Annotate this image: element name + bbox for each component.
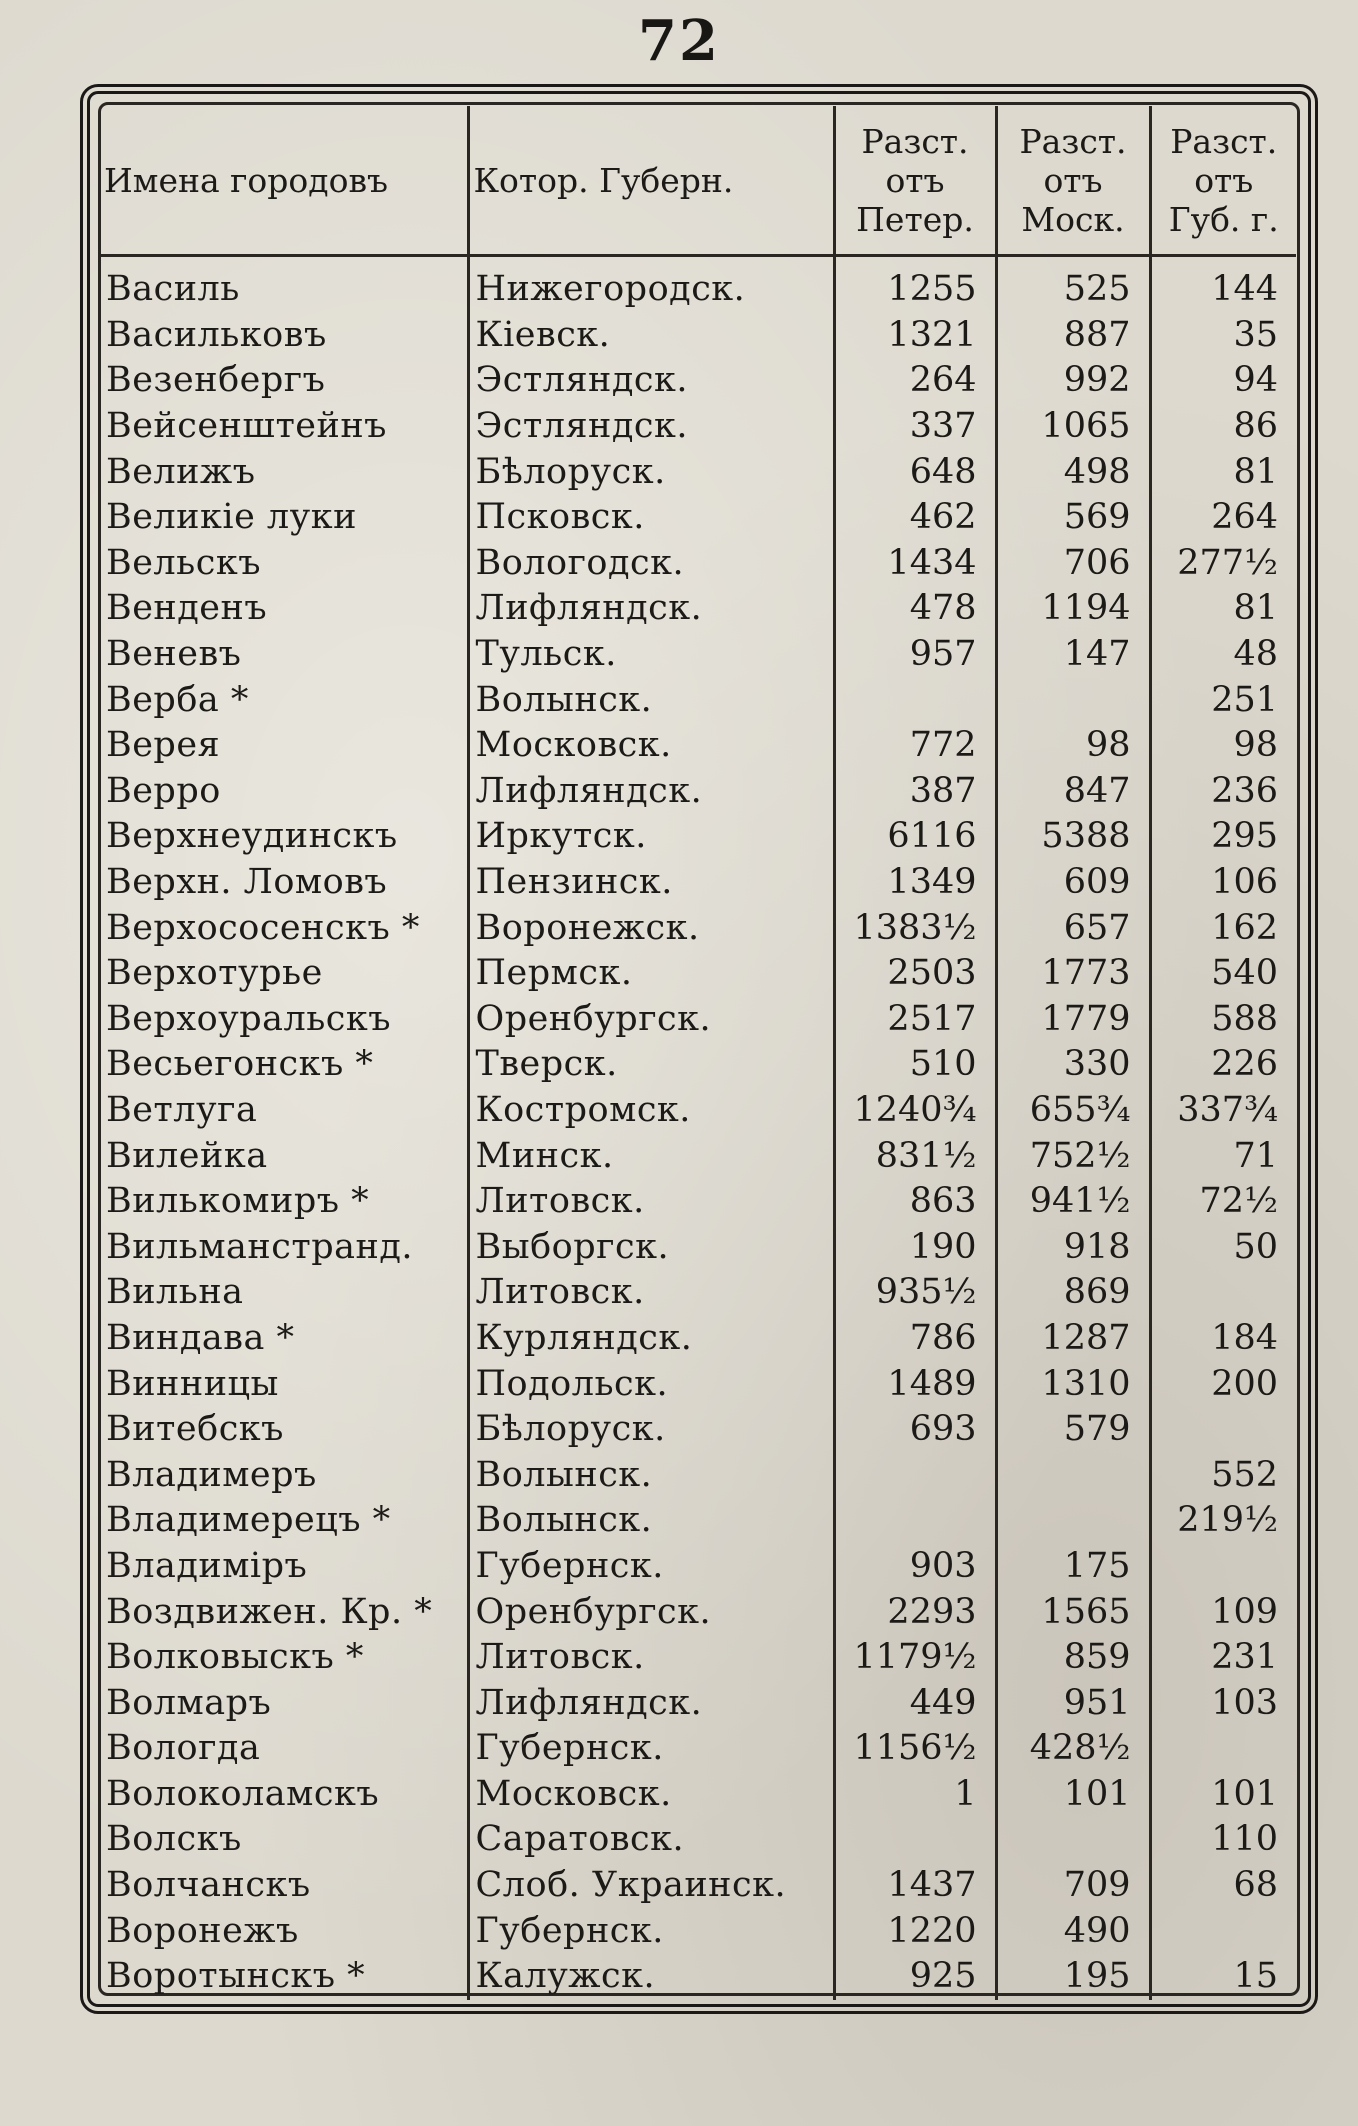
dist-moscow-cell: 1779 (996, 997, 1150, 1043)
city-cell: Волчанскъ (106, 1865, 311, 1906)
dist-spb-cell: 1 (834, 1772, 996, 1818)
dist-moscow-cell: 1065 (996, 404, 1150, 450)
dist-spb-cell: 6116 (834, 814, 996, 860)
dist-spb-cell (834, 677, 996, 723)
table-row (100, 1452, 1296, 1498)
city-cell: Вейсенштейнъ (106, 406, 387, 447)
dist-moscow-cell (996, 1817, 1150, 1863)
dist-moscow-cell: 330 (996, 1042, 1150, 1088)
dist-spb-cell: 1179½ (834, 1635, 996, 1681)
header-province: Котор. Губерн. (468, 106, 834, 256)
table-row (100, 723, 1296, 769)
province-cell: Литовск. (468, 1179, 834, 1225)
dist-capital-cell: 200 (1150, 1361, 1296, 1407)
table-row (100, 1179, 1296, 1225)
province-cell: Лифляндск. (468, 1680, 834, 1726)
province-cell: Московск. (468, 1772, 834, 1818)
province-cell: Лифляндск. (468, 586, 834, 632)
province-cell: Волынск. (468, 677, 834, 723)
table-row (100, 860, 1296, 906)
table-row (100, 1954, 1296, 2000)
city-cell: Весьегонскъ * (106, 1044, 374, 1085)
city-cell: Вилейка (106, 1135, 268, 1176)
city-cell: Великіе луки (106, 497, 357, 538)
city-cell: Волоколамскъ (106, 1773, 380, 1814)
city-cell: Веневъ (106, 634, 242, 675)
dist-moscow-cell (996, 1452, 1150, 1498)
table-row (100, 495, 1296, 541)
city-cell: Васильковъ (106, 314, 327, 355)
dist-capital-cell: 103 (1150, 1680, 1296, 1726)
city-cell: Воротынскъ * (106, 1956, 366, 1997)
dist-spb-cell: 1349 (834, 860, 996, 906)
province-cell: Литовск. (468, 1270, 834, 1316)
dist-spb-cell: 772 (834, 723, 996, 769)
dist-spb-cell: 510 (834, 1042, 996, 1088)
dist-capital-cell: 236 (1150, 769, 1296, 815)
dist-spb-cell: 831½ (834, 1133, 996, 1179)
city-cell: Винницы (106, 1363, 279, 1404)
province-cell: Губернск. (468, 1908, 834, 1954)
table-row (100, 905, 1296, 951)
dist-moscow-cell: 5388 (996, 814, 1150, 860)
province-cell: Московск. (468, 723, 834, 769)
province-cell: Тверск. (468, 1042, 834, 1088)
province-cell: Литовск. (468, 1635, 834, 1681)
dist-moscow-cell: 175 (996, 1544, 1150, 1590)
dist-capital-cell: 226 (1150, 1042, 1296, 1088)
dist-spb-cell: 1383½ (834, 905, 996, 951)
dist-capital-cell: 552 (1150, 1452, 1296, 1498)
province-cell: Волынск. (468, 1498, 834, 1544)
dist-moscow-cell (996, 677, 1150, 723)
city-cell: Вельскъ (106, 542, 261, 583)
province-cell: Лифляндск. (468, 769, 834, 815)
city-cell: Верба * (106, 679, 249, 720)
dist-capital-cell: 231 (1150, 1635, 1296, 1681)
city-cell: Василь (106, 269, 240, 310)
province-cell: Бѣлоруск. (468, 449, 834, 495)
table-row (100, 1133, 1296, 1179)
city-cell: Владимерецъ * (106, 1500, 391, 1541)
dist-spb-cell: 478 (834, 586, 996, 632)
dist-capital-cell: 72½ (1150, 1179, 1296, 1225)
city-cell: Верхнеудинскъ (106, 816, 398, 857)
dist-capital-cell: 94 (1150, 358, 1296, 404)
province-cell: Иркутск. (468, 814, 834, 860)
city-cell: Ветлуга (106, 1089, 258, 1130)
city-cell: Волковыскъ * (106, 1637, 364, 1678)
dist-spb-cell: 1321 (834, 313, 996, 359)
table-row (100, 1042, 1296, 1088)
table-row (100, 256, 1296, 313)
province-cell: Бѣлоруск. (468, 1407, 834, 1453)
province-cell: Костромск. (468, 1088, 834, 1134)
table-row (100, 677, 1296, 723)
city-cell: Виндава * (106, 1317, 295, 1358)
table-row (100, 1680, 1296, 1726)
dist-capital-cell (1150, 1407, 1296, 1453)
dist-moscow-cell: 498 (996, 449, 1150, 495)
dist-capital-cell: 588 (1150, 997, 1296, 1043)
table-row (100, 632, 1296, 678)
dist-moscow-cell: 1194 (996, 586, 1150, 632)
table-row (100, 1270, 1296, 1316)
city-cell: Верхоуральскъ (106, 998, 392, 1039)
dist-spb-cell: 1220 (834, 1908, 996, 1954)
dist-moscow-cell: 859 (996, 1635, 1150, 1681)
dist-moscow-cell: 490 (996, 1908, 1150, 1954)
dist-spb-cell: 903 (834, 1544, 996, 1590)
page-number: 72 (638, 8, 720, 74)
dist-capital-cell: 50 (1150, 1224, 1296, 1270)
city-cell: Вильманстранд. (106, 1226, 413, 1267)
dist-spb-cell: 648 (834, 449, 996, 495)
header-dist-spb: Разст. отъ Петер. (834, 106, 996, 256)
province-cell: Саратовск. (468, 1817, 834, 1863)
city-cell: Верхотурье (106, 953, 323, 994)
city-cell: Верея (106, 725, 221, 766)
dist-spb-cell: 190 (834, 1224, 996, 1270)
table-row (100, 1316, 1296, 1362)
dist-capital-cell: 68 (1150, 1863, 1296, 1909)
province-cell: Пермск. (468, 951, 834, 997)
dist-spb-cell: 957 (834, 632, 996, 678)
dist-spb-cell: 786 (834, 1316, 996, 1362)
dist-moscow-cell: 609 (996, 860, 1150, 906)
dist-spb-cell: 935½ (834, 1270, 996, 1316)
table-row (100, 449, 1296, 495)
dist-moscow-cell: 657 (996, 905, 1150, 951)
dist-spb-cell: 1489 (834, 1361, 996, 1407)
province-cell: Калужск. (468, 1954, 834, 2000)
dist-moscow-cell: 655¾ (996, 1088, 1150, 1134)
table-row (100, 1726, 1296, 1772)
city-cell: Волскъ (106, 1819, 242, 1860)
towns-distance-table (100, 106, 1296, 2000)
dist-moscow-cell: 709 (996, 1863, 1150, 1909)
dist-spb-cell: 2517 (834, 997, 996, 1043)
table-frame (80, 84, 1318, 2014)
dist-spb-cell: 387 (834, 769, 996, 815)
dist-capital-cell: 162 (1150, 905, 1296, 951)
table-row (100, 1635, 1296, 1681)
dist-moscow-cell: 941½ (996, 1179, 1150, 1225)
dist-capital-cell: 81 (1150, 449, 1296, 495)
province-cell: Эстляндск. (468, 404, 834, 450)
province-cell: Тульск. (468, 632, 834, 678)
table-row (100, 1361, 1296, 1407)
dist-moscow-cell: 525 (996, 256, 1150, 313)
dist-capital-cell: 106 (1150, 860, 1296, 906)
province-cell: Нижегородск. (468, 256, 834, 313)
dist-spb-cell: 1434 (834, 541, 996, 587)
dist-capital-cell: 295 (1150, 814, 1296, 860)
dist-moscow-cell: 579 (996, 1407, 1150, 1453)
city-cell: Верро (106, 770, 221, 811)
dist-spb-cell: 337 (834, 404, 996, 450)
dist-moscow-cell: 101 (996, 1772, 1150, 1818)
dist-capital-cell (1150, 1726, 1296, 1772)
city-cell: Волмаръ (106, 1682, 272, 1723)
dist-capital-cell (1150, 1270, 1296, 1316)
province-cell: Губернск. (468, 1544, 834, 1590)
dist-spb-cell (834, 1817, 996, 1863)
dist-capital-cell: 15 (1150, 1954, 1296, 2000)
table-row (100, 1498, 1296, 1544)
province-cell: Курляндск. (468, 1316, 834, 1362)
header-city: Имена городовъ (100, 106, 468, 256)
city-cell: Вилькомиръ * (106, 1181, 370, 1222)
table-body (100, 256, 1296, 2000)
province-cell: Губернск. (468, 1726, 834, 1772)
city-cell: Вильна (106, 1272, 244, 1313)
dist-moscow-cell: 98 (996, 723, 1150, 769)
dist-capital-cell: 81 (1150, 586, 1296, 632)
table-row (100, 358, 1296, 404)
province-cell: Оренбургск. (468, 1589, 834, 1635)
city-cell: Везенбергъ (106, 360, 326, 401)
dist-spb-cell: 1240¾ (834, 1088, 996, 1134)
dist-spb-cell: 925 (834, 1954, 996, 2000)
dist-capital-cell: 86 (1150, 404, 1296, 450)
province-cell: Выборгск. (468, 1224, 834, 1270)
dist-spb-cell: 1255 (834, 256, 996, 313)
dist-spb-cell: 1156½ (834, 1726, 996, 1772)
dist-capital-cell: 109 (1150, 1589, 1296, 1635)
province-cell: Вологодск. (468, 541, 834, 587)
city-cell: Владимеръ (106, 1454, 317, 1495)
province-cell: Воронежск. (468, 905, 834, 951)
province-cell: Волынск. (468, 1452, 834, 1498)
table-row (100, 951, 1296, 997)
dist-spb-cell: 264 (834, 358, 996, 404)
table-row (100, 1817, 1296, 1863)
dist-spb-cell: 863 (834, 1179, 996, 1225)
dist-moscow-cell: 951 (996, 1680, 1150, 1726)
city-cell: Вологда (106, 1728, 261, 1769)
dist-capital-cell: 251 (1150, 677, 1296, 723)
table-row (100, 541, 1296, 587)
table-row (100, 1224, 1296, 1270)
dist-capital-cell: 219½ (1150, 1498, 1296, 1544)
dist-moscow-cell: 752½ (996, 1133, 1150, 1179)
header-dist-capital: Разст. отъ Губ. г. (1150, 106, 1296, 256)
province-cell: Слоб. Украинск. (468, 1863, 834, 1909)
dist-moscow-cell: 887 (996, 313, 1150, 359)
city-cell: Витебскъ (106, 1409, 284, 1450)
table-row (100, 404, 1296, 450)
table-row (100, 1908, 1296, 1954)
header-dist-moscow: Разст. отъ Моск. (996, 106, 1150, 256)
city-cell: Воронежъ (106, 1910, 299, 1951)
dist-moscow-cell: 869 (996, 1270, 1150, 1316)
dist-capital-cell: 277½ (1150, 541, 1296, 587)
dist-moscow-cell: 1287 (996, 1316, 1150, 1362)
dist-moscow-cell: 147 (996, 632, 1150, 678)
province-cell: Подольск. (468, 1361, 834, 1407)
city-cell: Венденъ (106, 588, 268, 629)
table-row (100, 1772, 1296, 1818)
dist-spb-cell: 693 (834, 1407, 996, 1453)
province-cell: Оренбургск. (468, 997, 834, 1043)
table-row (100, 1863, 1296, 1909)
dist-capital-cell: 184 (1150, 1316, 1296, 1362)
dist-capital-cell: 48 (1150, 632, 1296, 678)
dist-spb-cell (834, 1452, 996, 1498)
dist-capital-cell: 337¾ (1150, 1088, 1296, 1134)
city-cell: Владиміръ (106, 1545, 308, 1586)
province-cell: Псковск. (468, 495, 834, 541)
dist-capital-cell: 98 (1150, 723, 1296, 769)
table-header-row (100, 106, 1296, 256)
city-cell: Воздвижен. Кр. * (106, 1591, 433, 1632)
dist-capital-cell: 101 (1150, 1772, 1296, 1818)
province-cell: Эстляндск. (468, 358, 834, 404)
dist-spb-cell: 462 (834, 495, 996, 541)
table-row (100, 1407, 1296, 1453)
dist-capital-cell: 110 (1150, 1817, 1296, 1863)
table-row (100, 1589, 1296, 1635)
table-row (100, 769, 1296, 815)
dist-capital-cell: 540 (1150, 951, 1296, 997)
table-row (100, 586, 1296, 632)
table-row (100, 1088, 1296, 1134)
dist-capital-cell: 144 (1150, 256, 1296, 313)
dist-spb-cell: 2293 (834, 1589, 996, 1635)
province-cell: Кіевск. (468, 313, 834, 359)
city-cell: Верхн. Ломовъ (106, 862, 388, 903)
dist-spb-cell: 449 (834, 1680, 996, 1726)
dist-spb-cell: 1437 (834, 1863, 996, 1909)
dist-moscow-cell: 1565 (996, 1589, 1150, 1635)
dist-capital-cell: 264 (1150, 495, 1296, 541)
dist-moscow-cell (996, 1498, 1150, 1544)
dist-capital-cell: 71 (1150, 1133, 1296, 1179)
dist-moscow-cell: 992 (996, 358, 1150, 404)
dist-moscow-cell: 569 (996, 495, 1150, 541)
city-cell: Велижъ (106, 451, 256, 492)
dist-capital-cell (1150, 1544, 1296, 1590)
city-cell: Верхососенскъ * (106, 907, 420, 948)
dist-moscow-cell: 195 (996, 1954, 1150, 2000)
dist-spb-cell (834, 1498, 996, 1544)
dist-capital-cell: 35 (1150, 313, 1296, 359)
table-row (100, 1544, 1296, 1590)
table-row (100, 997, 1296, 1043)
dist-moscow-cell: 918 (996, 1224, 1150, 1270)
dist-moscow-cell: 706 (996, 541, 1150, 587)
province-cell: Пензинск. (468, 860, 834, 906)
dist-capital-cell (1150, 1908, 1296, 1954)
table-row (100, 313, 1296, 359)
dist-moscow-cell: 1310 (996, 1361, 1150, 1407)
province-cell: Минск. (468, 1133, 834, 1179)
dist-moscow-cell: 847 (996, 769, 1150, 815)
table-row (100, 814, 1296, 860)
dist-moscow-cell: 1773 (996, 951, 1150, 997)
dist-moscow-cell: 428½ (996, 1726, 1150, 1772)
dist-spb-cell: 2503 (834, 951, 996, 997)
